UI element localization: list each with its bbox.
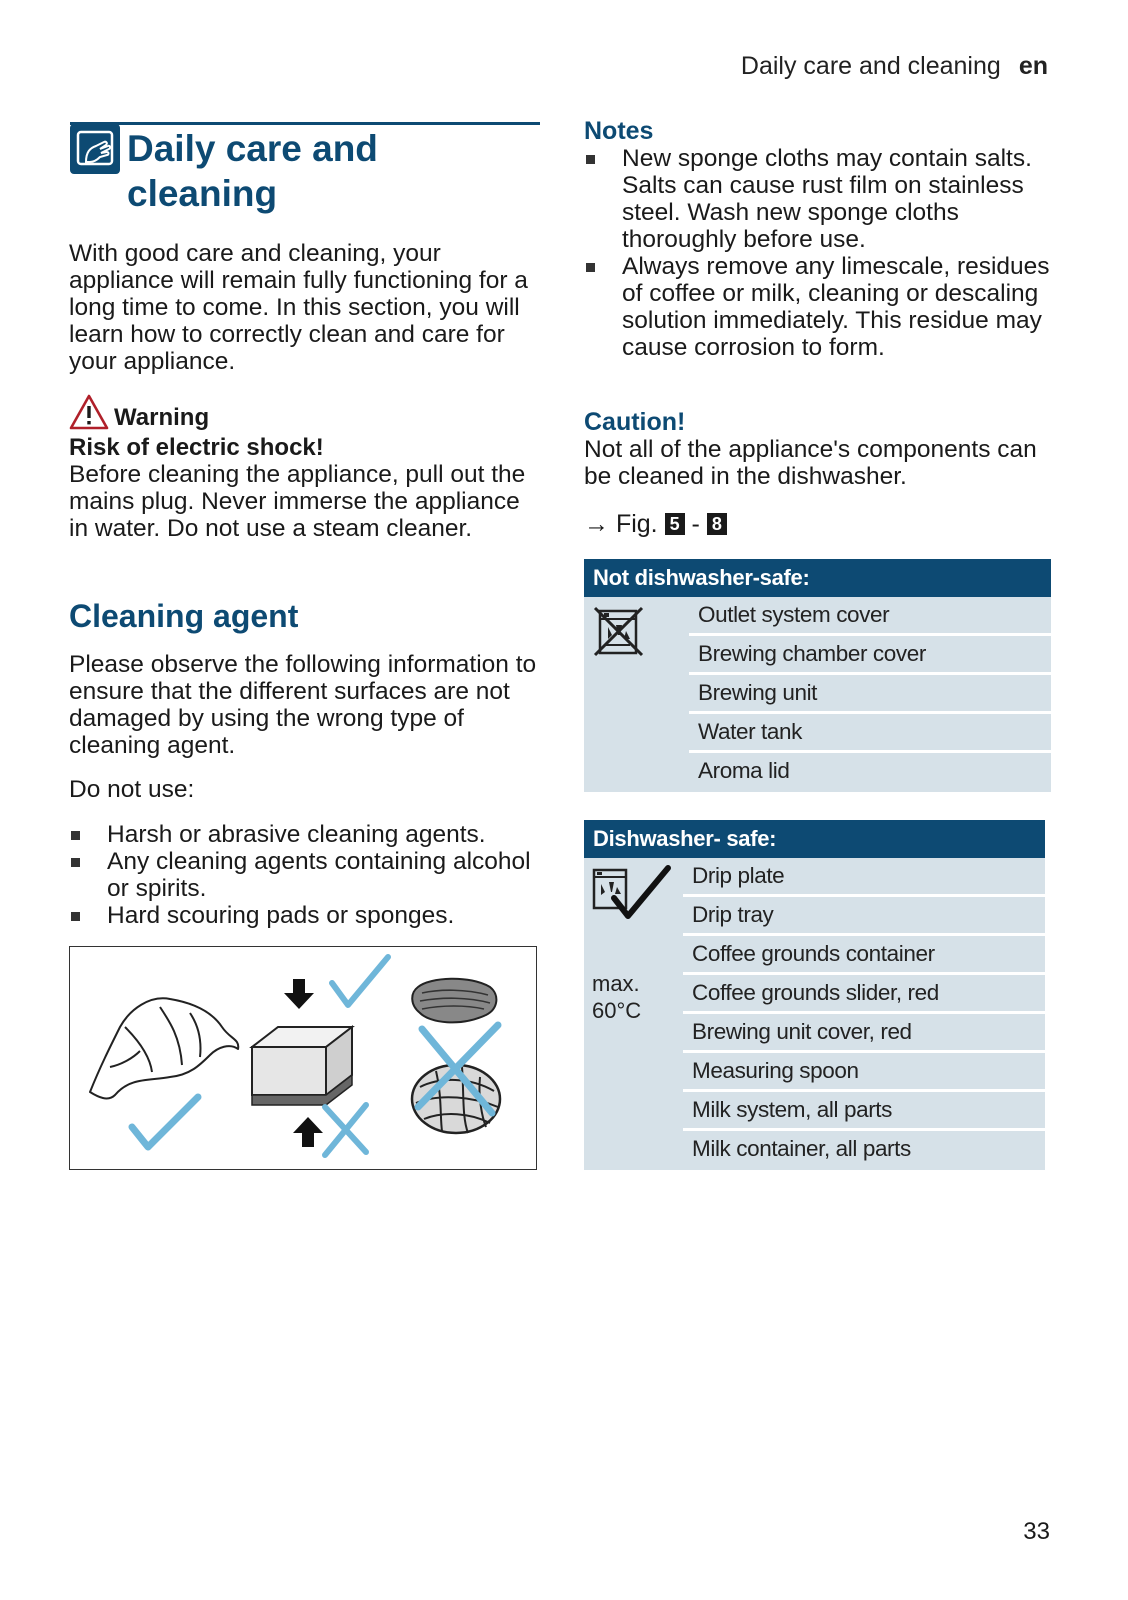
- temp-line1: max.: [592, 971, 640, 996]
- caution-text: Not all of the appliance's components can be cleaned in the dishwasher.: [584, 436, 1037, 490]
- cleaning-tools-figure: [69, 946, 537, 1170]
- fig-separator: -: [691, 510, 700, 538]
- list-item: Harsh or abrasive cleaning agents.: [69, 821, 549, 848]
- cleaning-agent-text: Please observe the following information to ensure that the different surfaces are not damaged by using the wrong type of cleaning agent.: [69, 651, 537, 759]
- not-dishwasher-safe-table: [584, 559, 1051, 792]
- figure-reference: [584, 510, 727, 539]
- check-icon: [132, 1097, 198, 1147]
- notes-heading: Notes: [584, 117, 654, 145]
- table-row: Measuring spoon: [683, 1053, 1045, 1092]
- header-lang: en: [1018, 52, 1048, 80]
- table-row: Coffee grounds container: [683, 936, 1045, 975]
- table-row: Water tank: [689, 714, 1051, 753]
- header-section: Daily care and cleaning: [740, 52, 1001, 80]
- table-row: Brewing unit cover, red: [683, 1014, 1045, 1053]
- table-heading: Not dishwasher-safe:: [584, 559, 1051, 597]
- table-row: Drip plate: [683, 858, 1045, 897]
- fig-number-from: 5: [665, 513, 685, 535]
- icon-cell: [584, 858, 683, 1170]
- list-item: Always remove any limescale, residues of coffee or milk, cleaning or descaling solution immediately. This residue may cause corrosion to form.: [584, 253, 1054, 361]
- page-number: 33: [1023, 1518, 1050, 1545]
- fig-number-to: 8: [707, 513, 727, 535]
- table-row: Drip tray: [683, 897, 1045, 936]
- warning-label: Warning: [114, 404, 210, 431]
- list-item: Hard scouring pads or sponges.: [69, 902, 549, 929]
- title-rule: [70, 122, 540, 125]
- table-row: Aroma lid: [698, 758, 790, 783]
- list-item: Any cleaning agents containing alcohol or spirits.: [69, 848, 549, 902]
- fig-prefix: Fig.: [615, 510, 658, 538]
- arrow-right-icon: →: [584, 510, 609, 538]
- intro-paragraph: With good care and cleaning, your appliance will remain fully functioning for a long time to come. In this section, you will learn how to correctly clean and care for your appliance.: [69, 240, 528, 375]
- table-row: Brewing unit: [689, 675, 1051, 714]
- table-row: Milk system, all parts: [683, 1092, 1045, 1131]
- cloth-icon: [90, 998, 238, 1098]
- table-row: Coffee grounds slider, red: [683, 975, 1045, 1014]
- temp-line2: 60°C: [592, 998, 642, 1023]
- table-rows: [689, 597, 1051, 789]
- warning-text: Before cleaning the appliance, pull out the mains plug. Never immerse the appliance in water. Do not use a steam cleaner.: [69, 461, 526, 542]
- page-title: Daily care and cleaning: [127, 128, 378, 214]
- table-heading: Dishwasher- safe:: [584, 820, 1045, 858]
- table-row: Brewing chamber cover: [689, 636, 1051, 675]
- icon-cell: [584, 597, 689, 792]
- max-temperature: [592, 970, 641, 1024]
- caution-heading: Caution!: [584, 408, 686, 436]
- table-rows: [683, 858, 1045, 1167]
- warning-risk: Risk of electric shock!: [69, 434, 324, 461]
- list-item: New sponge cloths may contain salts. Salts can cause rust film on stainless steel. Wash new sponge cloths thoroughly before use.: [584, 145, 1054, 253]
- running-header: [741, 52, 1048, 81]
- do-not-use-label: Do not use:: [69, 776, 195, 803]
- do-not-use-list: [69, 821, 549, 929]
- table-row: Outlet system cover: [689, 597, 1051, 636]
- cross-icon: [325, 1105, 366, 1155]
- warning-triangle-icon: [69, 394, 109, 430]
- cleaning-agent-heading: Cleaning agent: [69, 598, 299, 634]
- cleaning-hand-icon: [70, 124, 120, 174]
- check-icon: [332, 957, 388, 1005]
- dishwasher-safe-icon: [592, 864, 672, 926]
- notes-list: [584, 145, 1054, 361]
- table-row: Milk container, all parts: [692, 1136, 911, 1161]
- not-dishwasher-safe-icon: [592, 605, 646, 659]
- dishwasher-safe-table: [584, 820, 1045, 1170]
